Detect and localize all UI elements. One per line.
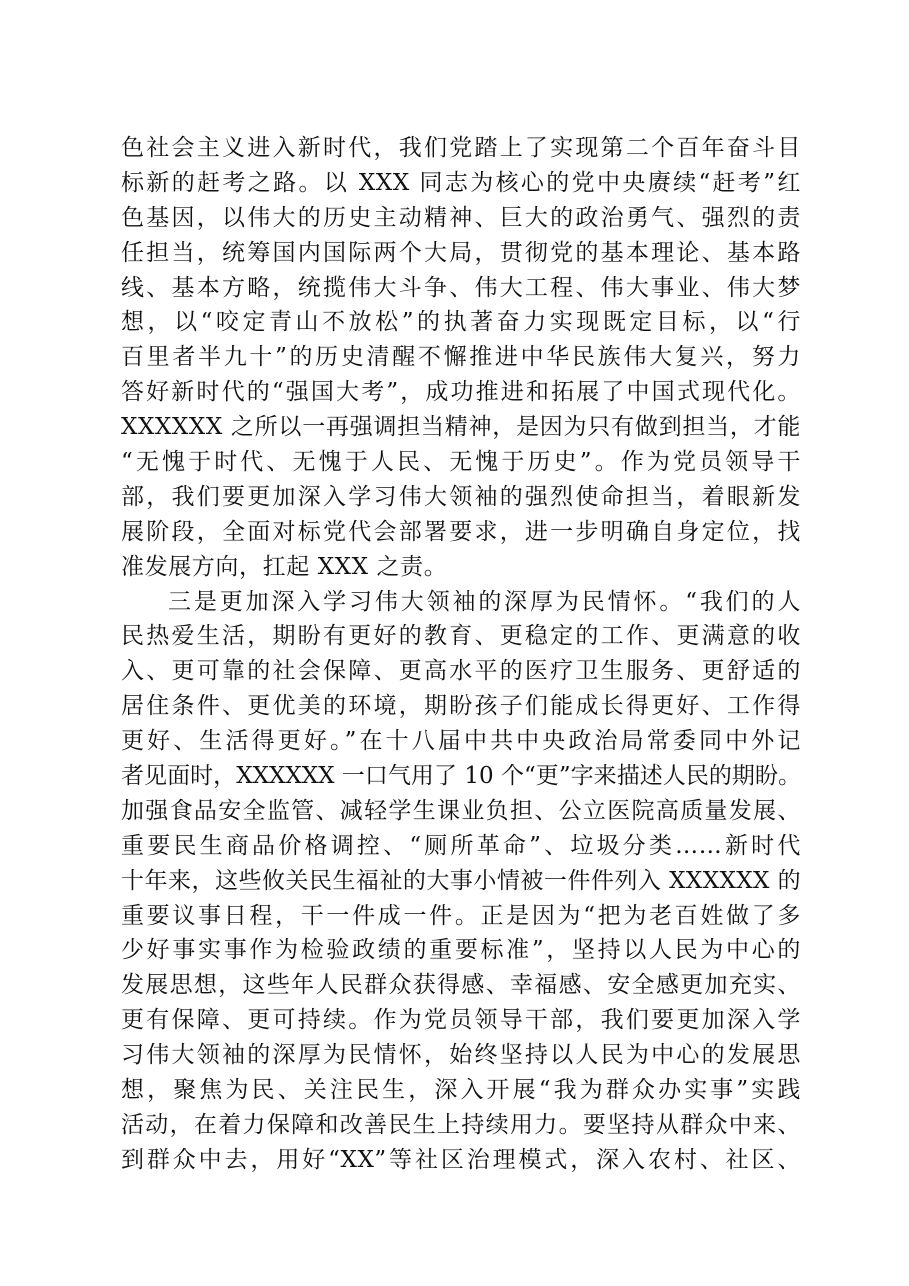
text-line: 想，以“咬定青山不放松”的执著奋力实现既定目标，以“行 — [121, 309, 801, 336]
text-line: 三是更加深入学习伟大领袖的深厚为民情怀。“我们的人 — [168, 588, 801, 615]
text-line: 居住条件、更优美的环境，期盼孩子们能成长得更好、工作得 — [121, 693, 801, 720]
text-line: 加强食品安全监管、减轻学生课业负担、公立医院高质量发展、 — [121, 797, 801, 824]
text-line: 百里者半九十”的历史清醒不懈推进中华民族伟大复兴，努力 — [121, 344, 801, 371]
text-line: 重要民生商品价格调控、“厕所革命”、垃圾分类……新时代 — [121, 832, 801, 859]
text-line: 重要议事日程，干一件成一件。正是因为“把为老百姓做了多 — [121, 902, 801, 929]
text-line: 部，我们要更加深入学习伟大领袖的强烈使命担当，着眼新发 — [121, 483, 801, 510]
text-line: 标新的赶考之路。以 XXX 同志为核心的党中央赓续“赶考”红 — [121, 169, 801, 196]
text-line: “无愧于时代、无愧于人民、无愧于历史”。作为党员领导干 — [121, 449, 801, 476]
text-line: 展阶段，全面对标党代会部署要求，进一步明确自身定位，找 — [121, 518, 801, 545]
text-line: 想，聚焦为民、关注民生，深入开展“我为群众办实事”实践 — [121, 1077, 801, 1104]
text-line: 更好、生活得更好。”在十八届中共中央政治局常委同中外记 — [121, 728, 801, 755]
text-line: 色社会主义进入新时代，我们党踏上了实现第二个百年奋斗目 — [121, 135, 801, 161]
text-line: 答好新时代的“强国大考”，成功推进和拓展了中国式现代化。 — [121, 379, 801, 406]
text-line: 任担当，统筹国内国际两个大局，贯彻党的基本理论、基本路 — [121, 239, 801, 266]
text-line: 线、基本方略，统揽伟大斗争、伟大工程、伟大事业、伟大梦 — [121, 274, 801, 301]
text-line: 色基因，以伟大的历史主动精神、巨大的政治勇气、强烈的责 — [121, 204, 801, 231]
text-line: 到群众中去，用好“XX”等社区治理模式，深入农村、社区、 — [121, 1146, 801, 1173]
text-line: 民热爱生活，期盼有更好的教育、更稳定的工作、更满意的收 — [121, 623, 801, 650]
body-text — [121, 131, 801, 1178]
text-line: 入、更可靠的社会保障、更高水平的医疗卫生服务、更舒适的 — [121, 658, 801, 685]
text-line: 十年来，这些攸关民生福祉的大事小情被一件件列入 XXXXXX 的 — [121, 867, 801, 894]
text-line: 活动，在着力保障和改善民生上持续用力。要坚持从群众中来、 — [121, 1111, 801, 1138]
text-line: XXXXXX 之所以一再强调担当精神，是因为只有做到担当，才能 — [121, 414, 801, 441]
text-line: 习伟大领袖的深厚为民情怀，始终坚持以人民为中心的发展思 — [121, 1042, 801, 1069]
text-line: 少好事实事作为检验政绩的重要标准”，坚持以人民为中心的 — [121, 937, 801, 964]
text-line: 准发展方向，扛起 XXX 之责。 — [121, 553, 448, 580]
text-line: 更有保障、更可持续。作为党员领导干部，我们要更加深入学 — [121, 1007, 801, 1034]
text-line: 者见面时，XXXXXX 一口气用了 10 个“更”字来描述人民的期盼。 — [121, 763, 801, 790]
text-line: 发展思想，这些年人民群众获得感、幸福感、安全感更加充实、 — [121, 972, 801, 999]
